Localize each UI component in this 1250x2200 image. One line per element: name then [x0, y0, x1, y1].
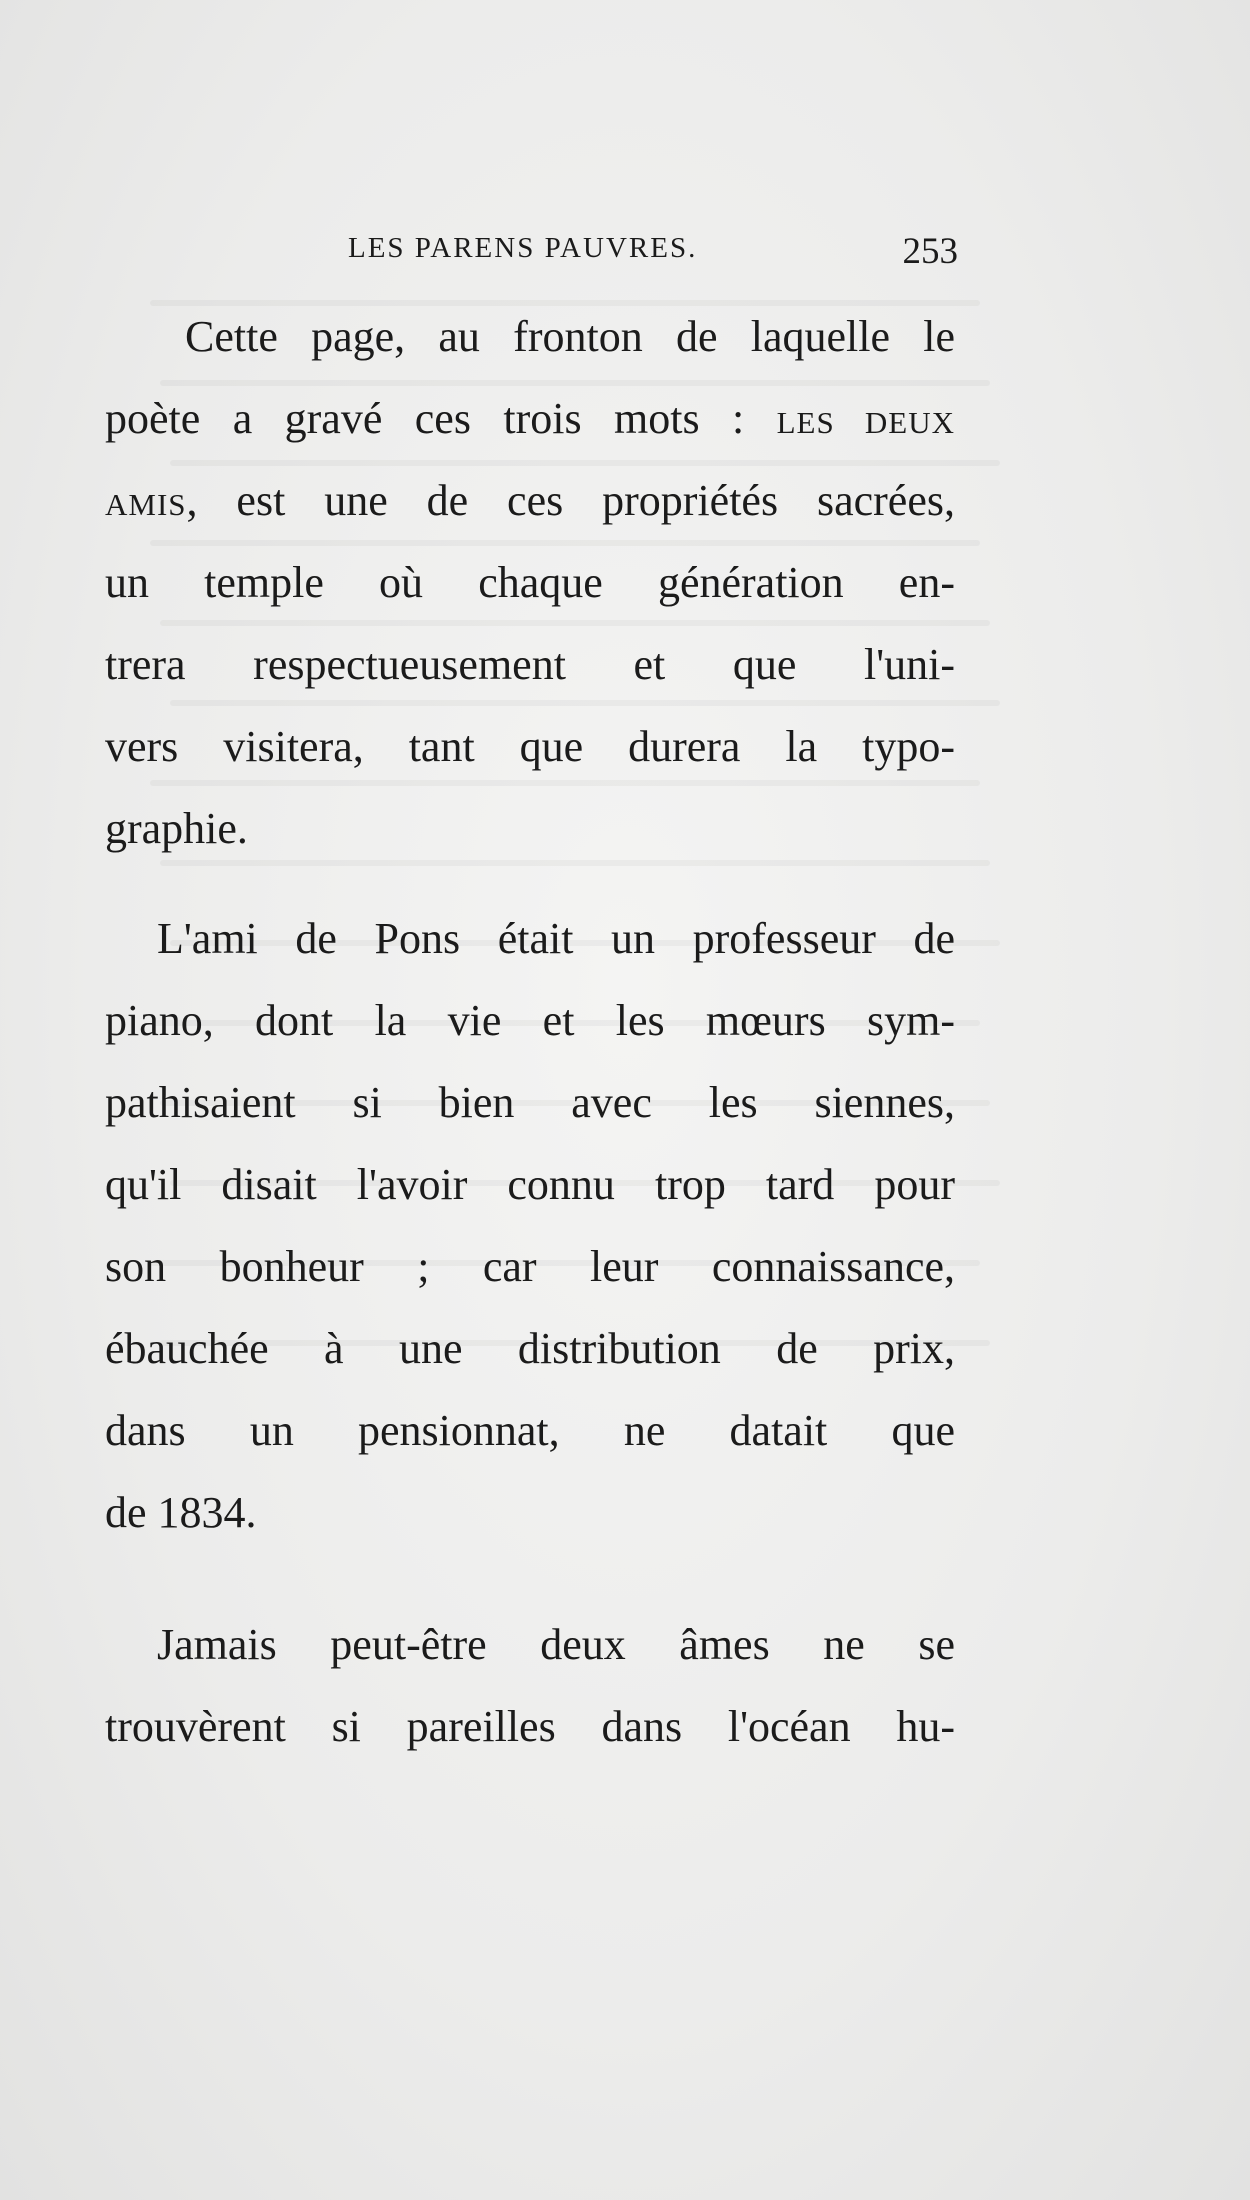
text-line: trouvèrent si pareilles dans l'océan hu-	[105, 1702, 955, 1751]
text-line: vers visitera, tant que durera la typo-	[105, 722, 955, 771]
text-line: un temple où chaque génération en-	[105, 558, 955, 607]
page-number: 253	[902, 231, 958, 272]
text-line: Cette page, au fronton de laquelle le	[185, 312, 955, 361]
small-caps-title: AMIS	[105, 487, 187, 522]
paragraph	[105, 296, 955, 870]
text-span: poète a gravé ces trois mots :	[105, 394, 745, 443]
paragraph-gap	[105, 1554, 955, 1604]
text-line	[105, 378, 955, 460]
text-line	[105, 460, 955, 542]
running-head: LES PARENS PAUVRES.	[348, 232, 698, 264]
text-line: L'ami de Pons était un professeur de	[157, 914, 955, 963]
text-line: graphie.	[105, 804, 248, 853]
paragraph-gap	[105, 870, 955, 898]
paragraph	[105, 898, 955, 1554]
text-line: dans un pensionnat, ne datait que	[105, 1406, 955, 1455]
text-line: ébauchée à une distribution de prix,	[105, 1324, 955, 1373]
text-line: trera respectueusement et que l'uni-	[105, 640, 955, 689]
small-caps-title: LES DEUX	[776, 405, 955, 440]
body-text	[105, 296, 955, 1768]
text-line: de 1834.	[105, 1488, 257, 1537]
text-line: son bonheur ; car leur connaissance,	[105, 1242, 955, 1291]
text-line: Jamais peut-être deux âmes ne se	[157, 1620, 955, 1669]
text-line: qu'il disait l'avoir connu trop tard pour	[105, 1160, 955, 1209]
paragraph	[105, 1604, 955, 1768]
text-span: , est une de ces propriétés sacrées,	[186, 476, 955, 525]
page-header	[100, 231, 958, 282]
text-line: pathisaient si bien avec les siennes,	[105, 1078, 955, 1127]
text-line: piano, dont la vie et les mœurs sym-	[105, 996, 955, 1045]
